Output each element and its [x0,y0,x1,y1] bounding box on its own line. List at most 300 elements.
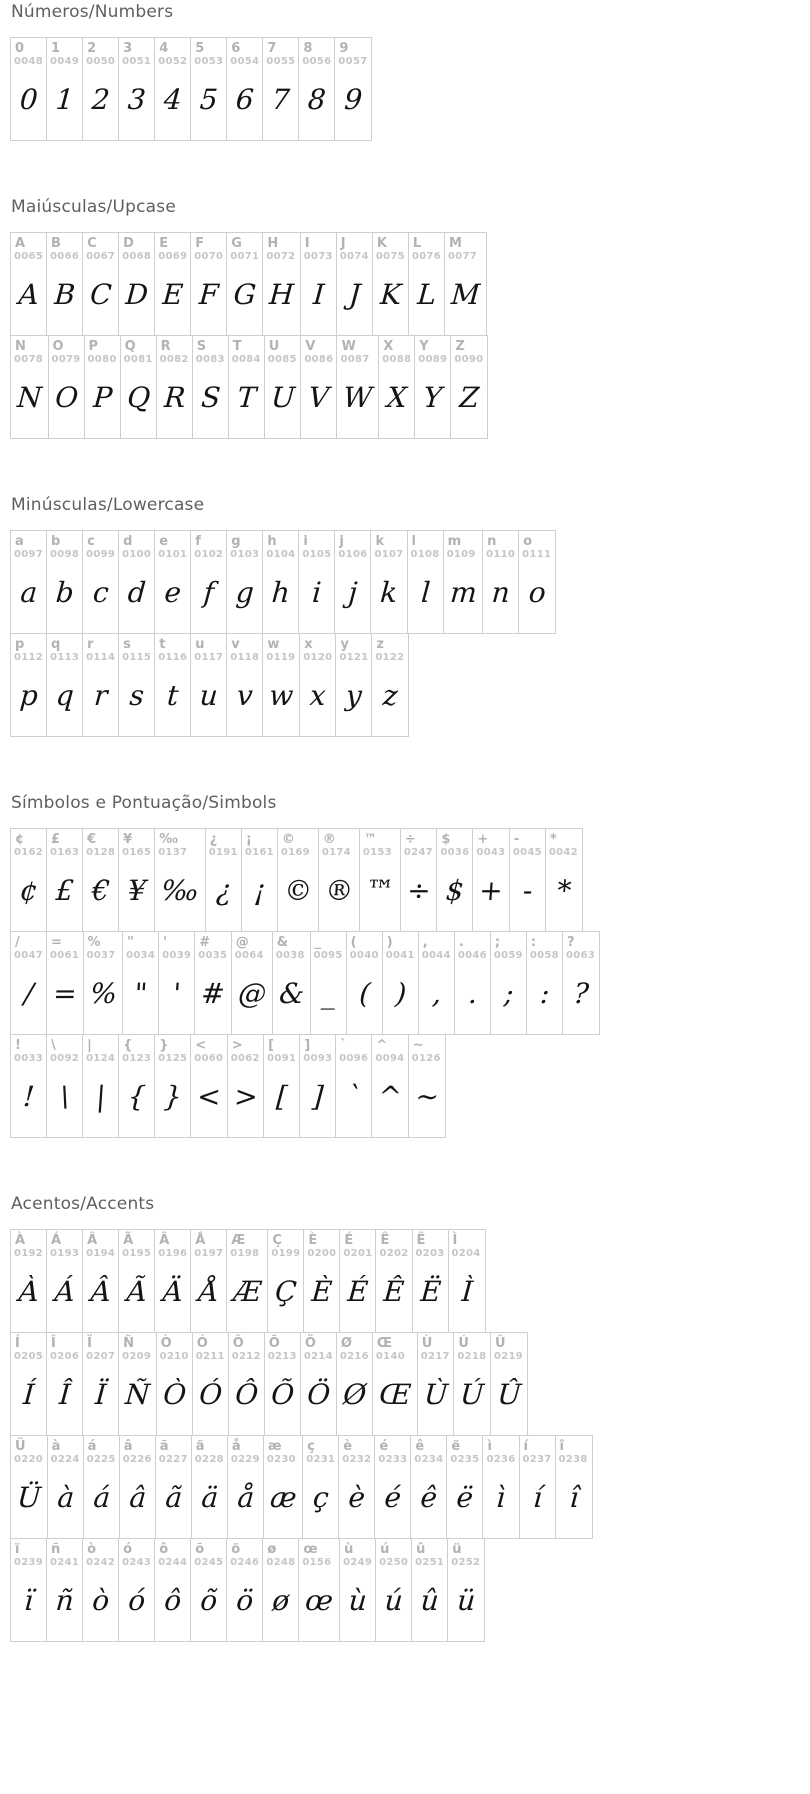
char-code: 0211 [195,1351,225,1362]
char-label: I [304,236,310,251]
glyph-cell [408,531,444,633]
char-code: 0034 [126,950,156,961]
glyph-preview: Ê [382,1274,406,1308]
glyph-preview: © [283,873,314,907]
glyph-preview: ) [393,976,408,1010]
char-code: 0119 [266,652,296,663]
char-code: 0191 [208,847,238,858]
char-code: 0095 [313,950,343,961]
glyph-preview: { [126,1079,148,1113]
glyph-cell [227,1230,268,1332]
char-label: Æ [231,1233,246,1248]
glyph-cell [155,634,191,736]
char-label: ò [87,1542,97,1557]
glyph-cell [47,1539,83,1641]
glyph-cell [415,336,451,438]
glyph-preview: w [268,678,295,712]
glyph-cell [336,1035,372,1137]
char-code: 0209 [122,1351,152,1362]
glyph-preview: å [236,1480,256,1514]
glyph-row [10,828,583,932]
glyph-preview: ^ [377,1079,404,1113]
glyph-cell [11,1436,48,1538]
glyph-cell [191,1230,227,1332]
char-code: 0124 [86,1053,116,1064]
glyph-preview: < [196,1079,223,1113]
glyph-table [10,37,810,141]
glyph-preview: E [161,277,185,311]
glyph-cell [11,1539,47,1641]
glyph-preview: € [90,873,112,907]
char-code: 0195 [122,1248,152,1259]
glyph-cell [301,336,337,438]
glyph-preview: â [128,1480,148,1514]
char-label: < [195,1038,207,1053]
char-label: } [159,1038,169,1053]
char-code: 0249 [343,1557,373,1568]
char-code: 0247 [403,847,433,858]
glyph-preview: 3 [126,82,148,116]
glyph-preview: - [521,873,534,907]
char-code: 0233 [378,1454,408,1465]
char-code: 0109 [446,549,476,560]
char-label: ñ [51,1542,61,1557]
glyph-preview: £ [54,873,75,907]
char-label: ë [451,1439,461,1454]
glyph-preview: à [55,1480,75,1514]
char-code: 0199 [271,1248,301,1259]
char-code: 0231 [306,1454,336,1465]
glyph-cell [206,829,242,931]
char-label: O [52,339,64,354]
glyph-preview: n [490,575,512,609]
glyph-cell [449,1230,485,1332]
char-label: 1 [51,41,61,56]
char-label: 4 [159,41,169,56]
glyph-preview: Q [125,380,152,414]
char-code: 0192 [14,1248,44,1259]
char-code: 0217 [420,1351,450,1362]
char-code: 0102 [194,549,224,560]
char-label: > [231,1038,243,1053]
char-label: î [559,1439,565,1454]
glyph-cell [195,932,231,1034]
char-code: 0089 [418,354,448,365]
char-code: 0048 [14,56,44,67]
char-label: Õ [268,1336,280,1351]
char-code: 0169 [280,847,310,858]
char-code: 0075 [375,251,405,262]
char-label: 3 [123,41,133,56]
glyph-preview: ç [312,1480,331,1514]
char-code: 0226 [122,1454,152,1465]
glyph-preview: $ [445,873,466,907]
glyph-preview: l [419,575,432,609]
glyph-preview: D [124,277,150,311]
char-code: 0251 [415,1557,445,1568]
char-code: 0099 [86,549,116,560]
char-code: 0035 [198,950,228,961]
char-code: 0105 [302,549,332,560]
char-code: 0094 [375,1053,405,1064]
char-code: 0218 [457,1351,487,1362]
char-label: 0 [15,41,25,56]
char-label: K [376,236,387,251]
char-code: 0246 [230,1557,260,1568]
char-label: œ [303,1542,318,1557]
glyph-cell [265,336,302,438]
char-code: 0203 [415,1248,445,1259]
glyph-cell [119,233,155,335]
char-code: 0123 [122,1053,152,1064]
char-label: p [15,637,25,652]
char-label: ó [123,1542,133,1557]
char-code: 0248 [266,1557,296,1568]
glyph-cell [159,932,195,1034]
char-code: 0200 [307,1248,337,1259]
glyph-preview: ‰ [160,873,201,907]
glyph-row [10,931,600,1035]
glyph-preview: > [232,1079,259,1113]
char-code: 0071 [230,251,260,262]
glyph-cell [376,1539,412,1641]
char-code: 0049 [50,56,80,67]
char-label: * [549,832,557,847]
glyph-preview: s [128,678,146,712]
glyph-preview: ë [455,1480,475,1514]
char-code: 0230 [266,1454,296,1465]
glyph-preview: ' [172,976,183,1010]
char-label: ö [231,1542,241,1557]
glyph-cell [300,634,336,736]
char-label: Ë [416,1233,426,1248]
char-label: ù [344,1542,354,1557]
glyph-cell [232,932,273,1034]
glyph-preview: æ [269,1480,298,1514]
section-title: Números/Numbers [11,2,174,22]
char-code: 0111 [522,549,552,560]
char-code: 0055 [266,56,296,67]
char-code: 0066 [50,251,80,262]
glyph-cell [264,1035,300,1137]
glyph-preview: Ç [274,1274,299,1308]
char-label: A [15,236,26,251]
char-label: Ï [87,1336,92,1351]
glyph-preview: u [198,678,220,712]
glyph-cell [47,1333,83,1435]
glyph-preview: * [556,873,573,907]
glyph-cell [191,531,227,633]
char-code: 0213 [267,1351,297,1362]
glyph-preview: j [347,575,359,609]
char-code: 0092 [50,1053,80,1064]
glyph-cell [383,932,419,1034]
char-label: Â [87,1233,98,1248]
char-code: 0079 [51,354,81,365]
glyph-cell [510,829,546,931]
glyph-preview: X [385,380,409,414]
char-label: ü [452,1542,462,1557]
char-label: r [87,637,94,652]
glyph-preview: ( [357,976,372,1010]
glyph-preview: ~ [414,1079,441,1113]
glyph-cell [84,1436,120,1538]
char-label: ï [15,1542,20,1557]
glyph-preview: Œ [378,1377,413,1411]
section-title: Minúsculas/Lowercase [11,495,205,515]
glyph-preview: Í [22,1377,36,1411]
section-title: Maiúsculas/Upcase [11,197,176,217]
glyph-preview: o [527,575,548,609]
char-code: 0054 [230,56,260,67]
glyph-cell [227,233,263,335]
glyph-preview: F [198,277,220,311]
glyph-preview: f [202,575,216,609]
glyph-row [10,1332,528,1436]
char-code: 0097 [14,549,44,560]
char-label: 5 [195,41,205,56]
char-code: 0101 [158,549,188,560]
char-label: Í [15,1336,20,1351]
char-label: B [51,236,61,251]
glyph-cell [83,829,119,931]
char-label: b [51,534,61,549]
char-label: V [305,339,316,354]
glyph-preview: Â [89,1274,113,1308]
char-code: 0077 [447,251,477,262]
glyph-cell [229,336,265,438]
glyph-cell [156,1436,192,1538]
glyph-preview: 0 [18,82,39,116]
char-code: 0120 [303,652,333,663]
char-code: 0156 [302,1557,332,1568]
glyph-cell [263,634,300,736]
section-symbols [10,793,810,1138]
glyph-cell [340,1230,376,1332]
char-code: 0228 [194,1454,224,1465]
char-label: ¡ [245,832,252,847]
glyph-cell [418,1333,455,1435]
glyph-cell [409,1035,445,1137]
glyph-cell [527,932,563,1034]
glyph-cell [299,1539,340,1641]
glyph-cell [375,1436,411,1538]
char-label: ~ [412,1038,424,1053]
glyph-cell [299,38,335,140]
glyph-cell [413,1230,449,1332]
char-code: 0163 [50,847,80,858]
glyph-cell [337,336,379,438]
char-label: q [51,637,61,652]
char-code: 0162 [14,847,44,858]
glyph-cell [119,634,155,736]
glyph-cell [451,336,487,438]
glyph-cell [563,932,599,1034]
glyph-cell [483,531,519,633]
glyph-preview: b [54,575,76,609]
char-label: N [15,339,26,354]
glyph-preview: ò [91,1583,111,1617]
glyph-preview: g [235,575,256,609]
char-label: k [375,534,385,549]
char-code: 0122 [375,652,405,663]
char-label: @ [235,935,249,950]
glyph-preview: Ü [16,1480,43,1514]
glyph-preview: ø [271,1583,291,1617]
glyph-preview: . [467,976,479,1010]
char-label: ¥ [123,832,133,847]
glyph-cell [11,1230,47,1332]
char-code: 0043 [476,847,506,858]
char-label: ä [195,1439,205,1454]
char-label: D [123,236,134,251]
glyph-cell [519,531,555,633]
char-code: 0174 [321,847,351,858]
glyph-preview: ; [502,976,515,1010]
glyph-cell [347,932,383,1034]
section-numbers [10,2,810,141]
char-label: E [159,236,169,251]
char-code: 0250 [379,1557,409,1568]
char-label: ¢ [15,832,25,847]
glyph-preview: Ë [418,1274,442,1308]
glyph-cell [242,829,278,931]
char-code: 0216 [339,1351,369,1362]
glyph-cell [119,829,155,931]
char-label: ê [415,1439,425,1454]
glyph-preview: T [236,380,258,414]
char-code: 0100 [122,549,152,560]
char-label: M [448,236,462,251]
glyph-preview: Ú [459,1377,486,1411]
glyph-preview: " [133,976,149,1010]
glyph-cell [372,634,408,736]
glyph-cell [227,634,263,736]
glyph-preview: ¡ [252,873,267,907]
char-label: © [281,832,295,847]
char-label: ú [380,1542,390,1557]
glyph-preview: 5 [199,82,220,116]
glyph-preview: ® [324,873,355,907]
glyph-row [10,37,372,141]
char-label: 9 [339,41,349,56]
char-label: Y [419,339,429,354]
glyph-preview: / [22,976,35,1010]
glyph-preview: } [162,1079,184,1113]
glyph-cell [11,531,47,633]
glyph-cell [301,1333,337,1435]
char-code: 0202 [379,1248,409,1259]
glyph-cell [263,233,300,335]
glyph-cell [85,336,121,438]
char-code: 0204 [451,1248,481,1259]
glyph-cell [336,634,372,736]
char-label: m [447,534,462,549]
glyph-preview: á [92,1480,112,1514]
glyph-preview: v [236,678,255,712]
char-code: 0093 [303,1053,333,1064]
char-label: f [195,534,201,549]
glyph-preview: d [126,575,148,609]
char-code: 0078 [14,354,44,365]
char-code: 0060 [194,1053,224,1064]
glyph-preview: H [268,277,296,311]
char-code: 0074 [339,251,369,262]
char-code: 0235 [450,1454,480,1465]
glyph-preview: t [166,678,180,712]
glyph-cell [228,1436,264,1538]
glyph-preview: P [91,380,113,414]
glyph-preview: : [538,976,551,1010]
glyph-cell [83,1333,119,1435]
glyph-cell [11,233,47,335]
char-label: ) [386,935,393,950]
char-code: 0073 [303,251,333,262]
glyph-cell [319,829,360,931]
glyph-cell [473,829,509,931]
glyph-cell [11,38,47,140]
glyph-row [10,1034,446,1138]
glyph-preview: z [382,678,400,712]
char-code: 0036 [440,847,470,858]
glyph-cell [339,1436,375,1538]
char-label: ® [322,832,336,847]
glyph-preview: 4 [162,82,184,116]
glyph-cell [263,531,299,633]
char-label: h [267,534,277,549]
char-label: ¿ [209,832,218,847]
char-code: 0107 [374,549,404,560]
char-code: 0040 [349,950,379,961]
glyph-preview: K [379,277,403,311]
char-code: 0220 [14,1454,44,1465]
char-code: 0198 [230,1248,260,1259]
glyph-preview: + [478,873,505,907]
glyph-cell [119,1230,155,1332]
glyph-cell [48,1436,84,1538]
char-label: â [123,1439,133,1454]
glyph-cell [191,1035,227,1137]
char-code: 0082 [159,354,189,365]
section-lowercase [10,495,810,737]
glyph-cell [372,1035,408,1137]
char-code: 0072 [266,251,296,262]
section-accents [10,1194,810,1642]
char-label: Ã [123,1233,134,1248]
glyph-preview: è [347,1480,367,1514]
glyph-preview: i [311,575,323,609]
char-code: 0236 [486,1454,516,1465]
char-label: õ [195,1542,205,1557]
char-code: 0064 [234,950,264,961]
char-label: w [267,637,280,652]
char-code: 0194 [86,1248,116,1259]
glyph-preview: ï [23,1583,35,1617]
glyph-cell [455,932,491,1034]
char-label: { [123,1038,133,1053]
glyph-preview: | [95,1079,107,1113]
glyph-preview: 2 [90,82,112,116]
glyph-preview: 7 [271,82,292,116]
char-code: 0057 [338,56,368,67]
glyph-cell [83,634,119,736]
char-label: ç [307,1439,315,1454]
section-upcase [10,197,810,439]
glyph-cell [401,829,437,931]
glyph-preview: J [347,277,362,311]
char-label: Ñ [123,1336,135,1351]
char-code: 0137 [158,847,188,858]
